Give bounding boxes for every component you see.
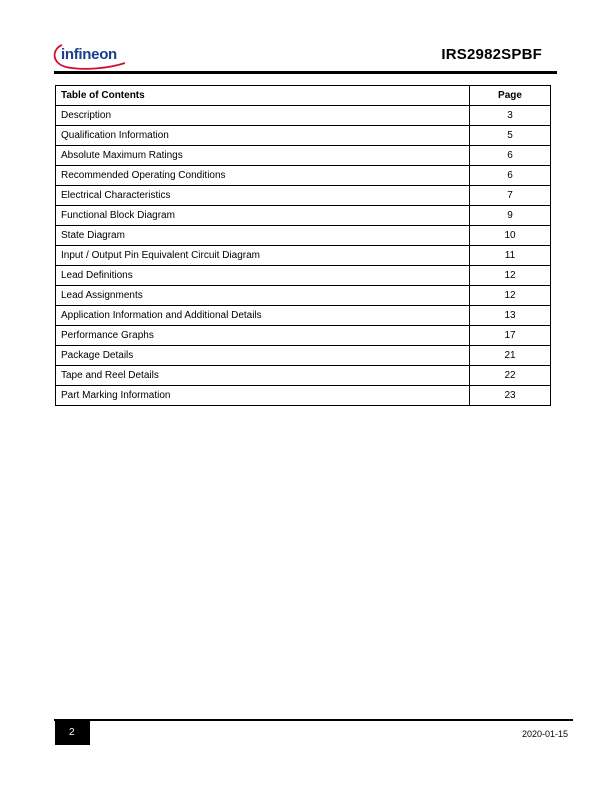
toc-entry-page: 22 (470, 366, 551, 386)
toc-entry-title[interactable]: Qualification Information (56, 126, 470, 146)
toc-entry-page: 10 (470, 226, 551, 246)
toc-body (56, 106, 551, 406)
toc-entry-page: 12 (470, 286, 551, 306)
toc-entry-page: 17 (470, 326, 551, 346)
toc-entry-title[interactable]: Tape and Reel Details (56, 366, 470, 386)
toc-entry-title[interactable]: Electrical Characteristics (56, 186, 470, 206)
toc-page-heading: Page (470, 86, 551, 106)
toc-row[interactable] (56, 226, 551, 246)
toc-entry-title[interactable]: Lead Definitions (56, 266, 470, 286)
toc-heading: Table of Contents (56, 86, 470, 106)
toc-row[interactable] (56, 186, 551, 206)
toc-row[interactable] (56, 246, 551, 266)
toc-entry-page: 21 (470, 346, 551, 366)
toc-row[interactable] (56, 206, 551, 226)
toc-entry-title[interactable]: Performance Graphs (56, 326, 470, 346)
toc-row[interactable] (56, 366, 551, 386)
toc-entry-page: 6 (470, 146, 551, 166)
toc-entry-page: 5 (470, 126, 551, 146)
header-divider (54, 71, 557, 74)
toc-entry-title[interactable]: Absolute Maximum Ratings (56, 146, 470, 166)
toc-row[interactable] (56, 326, 551, 346)
toc-entry-title[interactable]: Input / Output Pin Equivalent Circuit Diagram (56, 246, 470, 266)
toc-header-row (56, 86, 551, 106)
table-of-contents (55, 85, 551, 406)
toc-row[interactable] (56, 306, 551, 326)
toc-row[interactable] (56, 266, 551, 286)
footer-divider (54, 719, 573, 721)
toc-entry-page: 23 (470, 386, 551, 406)
toc-entry-title[interactable]: State Diagram (56, 226, 470, 246)
toc-entry-title[interactable]: Description (56, 106, 470, 126)
toc-entry-title[interactable]: Functional Block Diagram (56, 206, 470, 226)
toc-row[interactable] (56, 386, 551, 406)
toc-row[interactable] (56, 346, 551, 366)
toc-entry-page: 12 (470, 266, 551, 286)
toc-row[interactable] (56, 106, 551, 126)
toc-entry-page: 9 (470, 206, 551, 226)
toc-row[interactable] (56, 126, 551, 146)
toc-row[interactable] (56, 166, 551, 186)
page-number: 2 (55, 721, 90, 745)
revision-date: 2020-01-15 (521, 729, 568, 739)
toc-entry-title[interactable]: Recommended Operating Conditions (56, 166, 470, 186)
toc-entry-title[interactable]: Application Information and Additional Details (56, 306, 470, 326)
toc-entry-title[interactable]: Lead Assignments (56, 286, 470, 306)
toc-entry-page: 7 (470, 186, 551, 206)
toc-entry-page: 11 (470, 246, 551, 266)
logo-text: infineon (61, 46, 117, 63)
toc-entry-title[interactable]: Part Marking Information (56, 386, 470, 406)
toc-row[interactable] (56, 286, 551, 306)
part-number-title: IRS2982SPBF (441, 46, 542, 63)
toc-entry-title[interactable]: Package Details (56, 346, 470, 366)
toc-entry-page: 3 (470, 106, 551, 126)
infineon-logo (50, 38, 130, 74)
toc-row[interactable] (56, 146, 551, 166)
toc-entry-page: 13 (470, 306, 551, 326)
toc-entry-page: 6 (470, 166, 551, 186)
